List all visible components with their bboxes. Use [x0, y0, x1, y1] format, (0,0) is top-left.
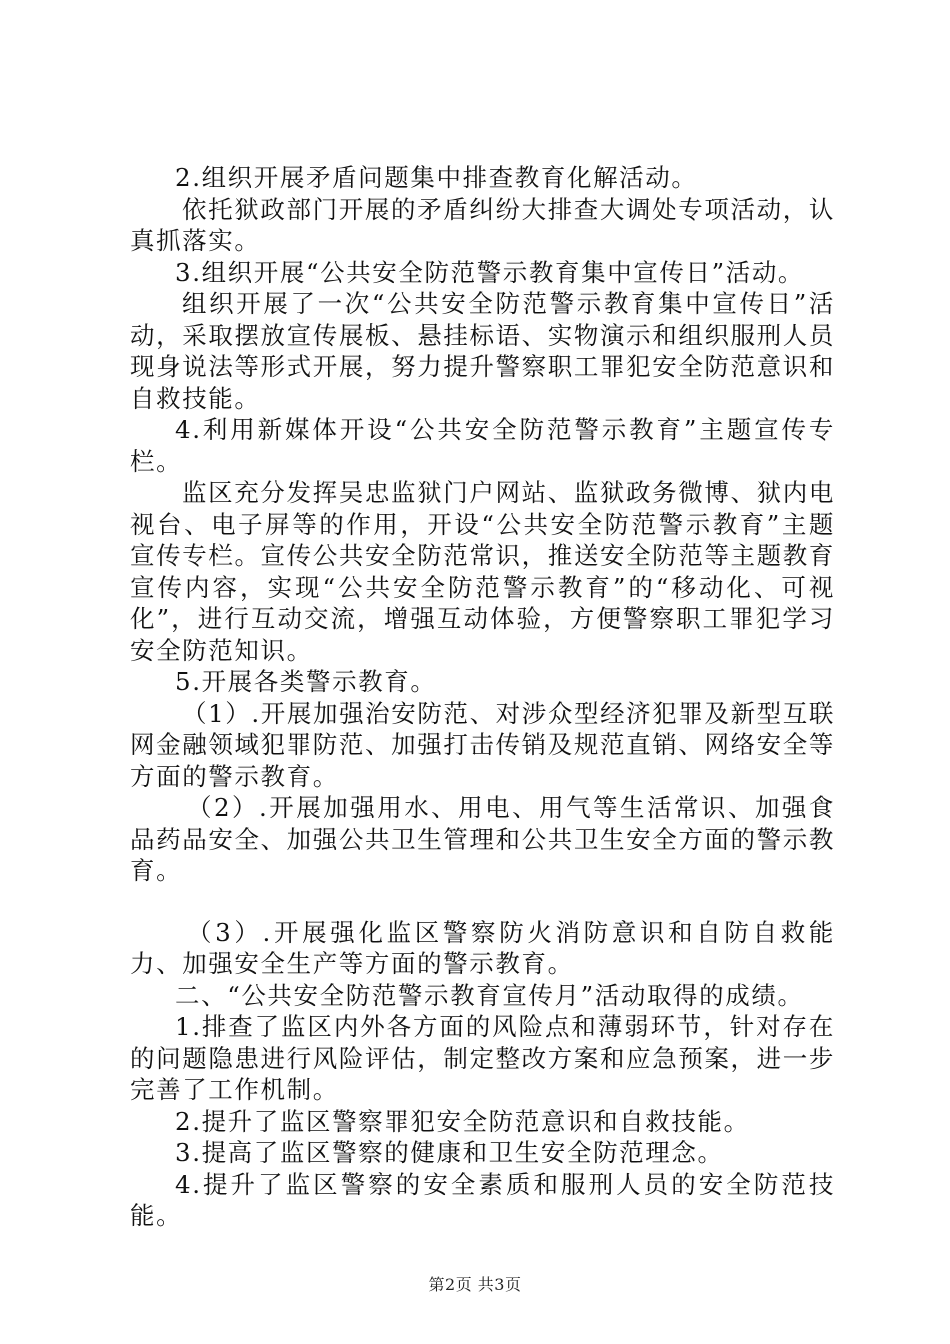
paragraph-11: 二、“公共安全防范警示教育宣传月”活动取得的成绩。: [175, 980, 804, 1010]
paragraph-12: 1.排查了监区内外各方面的风险点和薄弱环节，针对存在的问题隐患进行风险评估，制定整改方案和应急预案，进一步完善了工作机制。: [130, 1012, 835, 1104]
paragraph-8: （1）.开展加强治安防范、对涉众型经济犯罪及新型互联网金融领域犯罪防范、加强打击传销及规范直销、网络安全等方面的警示教育。: [130, 698, 835, 791]
paragraph-7: 5.开展各类警示教育。: [175, 667, 437, 696]
paragraph-6: 监区充分发挥吴忠监狱门户网站、监狱政务微博、狱内电视台、电子屏等的作用，开设“公共安全防范警示教育”主题宣传专栏。宣传公共安全防范常识，推送安全防范等主题教育宣传内容，实现“公共安全防范警示教育”的“移动化、可视化”，进行互动交流，增强互动体验，方便警察职工罪犯学习安全防范知识。: [130, 478, 835, 665]
paragraph-15: 4.提升了监区警察的安全素质和服刑人员的安全防范技能。: [130, 1169, 835, 1230]
paragraph-13: 2.提升了监区警察罪犯安全防范意识和自救技能。: [175, 1106, 750, 1136]
paragraph-14: 3.提高了监区警察的健康和卫生安全防范理念。: [175, 1138, 724, 1167]
page-footer: 第2页 共3页: [428, 1275, 522, 1294]
paragraph-2: 依托狱政部门开展的矛盾纠纷大排查大调处专项活动，认真抓落实。: [130, 194, 835, 255]
paragraph-10: （3）.开展强化监区警察防火消防意识和自防自救能力、加强安全生产等方面的警示教育。: [130, 917, 835, 978]
paragraph-3: 3.组织开展“公共安全防范警示教育集中宣传日”活动。: [175, 257, 805, 287]
paragraph-5: 4.利用新媒体开设“公共安全防范警示教育”主题宣传专栏。: [130, 415, 835, 476]
paragraph-1: 2.组织开展矛盾问题集中排查教育化解活动。: [175, 163, 698, 192]
paragraph-4: 组织开展了一次“公共安全防范警示教育集中宣传日”活动，采取摆放宣传展板、悬挂标语、实物演示和组织服刑人员现身说法等形式开展，努力提升警察职工罪犯安全防范意识和自救技能。: [130, 289, 835, 413]
document-body: [130, 162, 835, 1232]
paragraph-9: （2）.开展加强用水、用电、用气等生活常识、加强食品药品安全、加强公共卫生管理和公共卫生安全方面的警示教育。: [130, 793, 835, 885]
